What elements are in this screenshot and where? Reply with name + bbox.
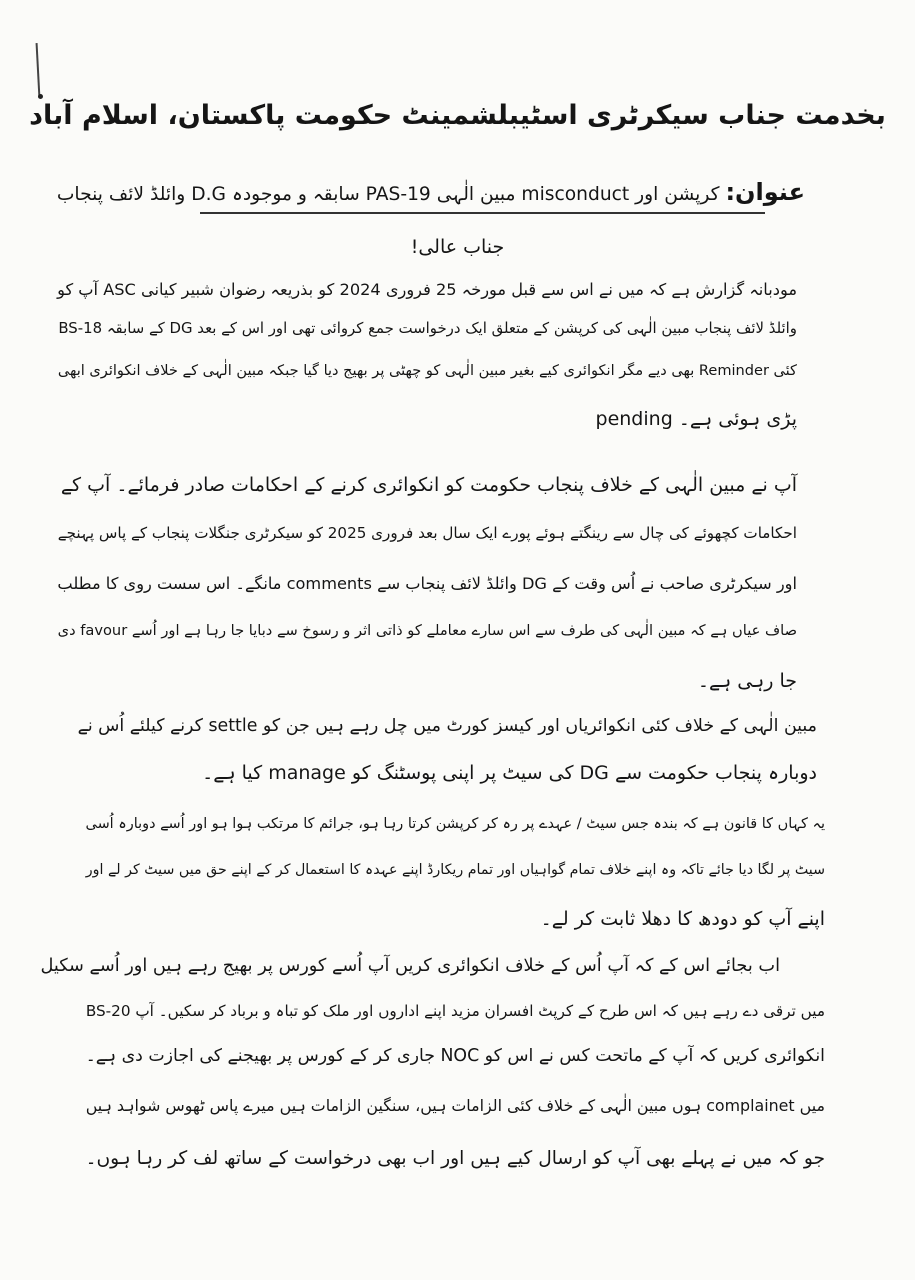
body-line: احکامات کچھوئے کی چال سے رینگتے ہوئے پورے ایک سال بعد فروری 2025 کو سیکرٹری جنگلات پنجاب کے پاس پہنچے [57,524,797,542]
body-line: سیٹ پر لگا دیا جائے تاکہ وہ اپنے خلاف تمام گواہیاں اور تمام ریکارڈ اپنے عہدہ کا استعمال کر کے اپنے حق میں سیٹ کر لے اور [85,862,825,878]
body-line: میں complainet ہوں مبین الٰہی کے خلاف کئی الزامات ہیں، سنگین الزامات ہیں میرے پاس ٹھوس شواہد ہیں [85,1096,825,1115]
salutation: جناب عالی! [410,236,505,258]
body-line: انکوائری کریں کہ آپ کے ماتحت کس نے اس کو NOC جاری کر کے کورس پر بھیجنے کی اجازت دی ہے۔ [85,1046,825,1066]
body-line: BS-18 کے سابقہ DG وائلڈ لائف پنجاب مبین الٰہی کی کرپشن کے متعلق ایک درخواست جمع کروائی تھی اور اس کے بعد [58,319,797,337]
body-line: اب بجائے اس کے کہ آپ اُس کے خلاف انکوائری کریں آپ اُسے کورس پر بھیج رہے ہیں اور اُسے سکیل [40,956,780,976]
body-line: اور سیکرٹری صاحب نے اُس وقت کے DG وائلڈ لائف پنجاب سے comments مانگے۔ اس سست روی کا مطلب [57,574,797,593]
letter-subject [57,178,805,207]
body-line: یہ کہاں کا قانون ہے کہ بندہ جس سیٹ / عہدے پر رہ کر کرپشن کرتا رہا ہو، جرائم کا مرتکب ہوا ہو اور اُسے دوبارہ اُسی [85,816,825,832]
letter-addressee-title: بخدمت جناب سیکرٹری اسٹیبلشمینٹ حکومت پاکستان، اسلام آباد [29,100,886,131]
pen-margin-mark [36,43,41,98]
subject-label: عنوان: [725,178,805,206]
subject-text: کرپشن اور misconduct مبین الٰہی PAS-19 سابقہ و موجودہ D.G وائلڈ لائف پنجاب [56,184,720,205]
pen-margin-dot [38,94,43,99]
body-line: دوبارہ پنجاب حکومت سے DG کی سیٹ پر اپنی پوسٹنگ کو manage کیا ہے۔ [202,762,817,784]
body-line: اپنے آپ کو دودھ کا دھلا ثابت کر لے۔ [540,908,825,930]
body-line: pending پڑی ہوئی ہے۔ [595,408,797,430]
body-line: صاف عیاں ہے کہ مبین الٰہی کی طرف سے اس سارے معاملے کو ذاتی اثر و رسوخ سے دبایا جا رہا ہے اور اُسے favour دی [57,622,797,639]
body-line: جو کہ میں نے پہلے بھی آپ کو ارسال کیے ہیں اور اب بھی درخواست کے ساتھ لف کر رہا ہوں۔ [85,1148,825,1169]
body-line: کئی Reminder بھی دیے مگر انکوائری کیے بغیر مبین الٰہی کو چھٹی پر بھیج دیا گیا جبکہ مبین الٰہی کے خلاف انکوائری ابھی [57,362,797,379]
body-line: آپ نے مبین الٰہی کے خلاف پنجاب حکومت کو انکوائری کرنے کے احکامات صادر فرمائے۔ آپ کے [60,474,797,496]
subject-underline [200,212,765,214]
body-line: مبین الٰہی کے خلاف کئی انکوائریاں اور کیسز کورٹ میں چل رہے ہیں جن کو settle کرنے کیلئے اُس نے [77,716,817,736]
body-line: جا رہی ہے۔ [697,670,797,692]
body-line: BS-20 میں ترقی دے رہے ہیں کہ اس طرح کے کرپٹ افسران مزید اپنے اداروں اور ملک کو تباہ و برباد کر سکیں۔ آپ [85,1002,825,1020]
body-line: مودبانہ گزارش ہے کہ میں نے اس سے قبل مورخہ 25 فروری 2024 کو بذریعہ رضوان شبیر کیانی ASC آپ کو [57,280,797,299]
